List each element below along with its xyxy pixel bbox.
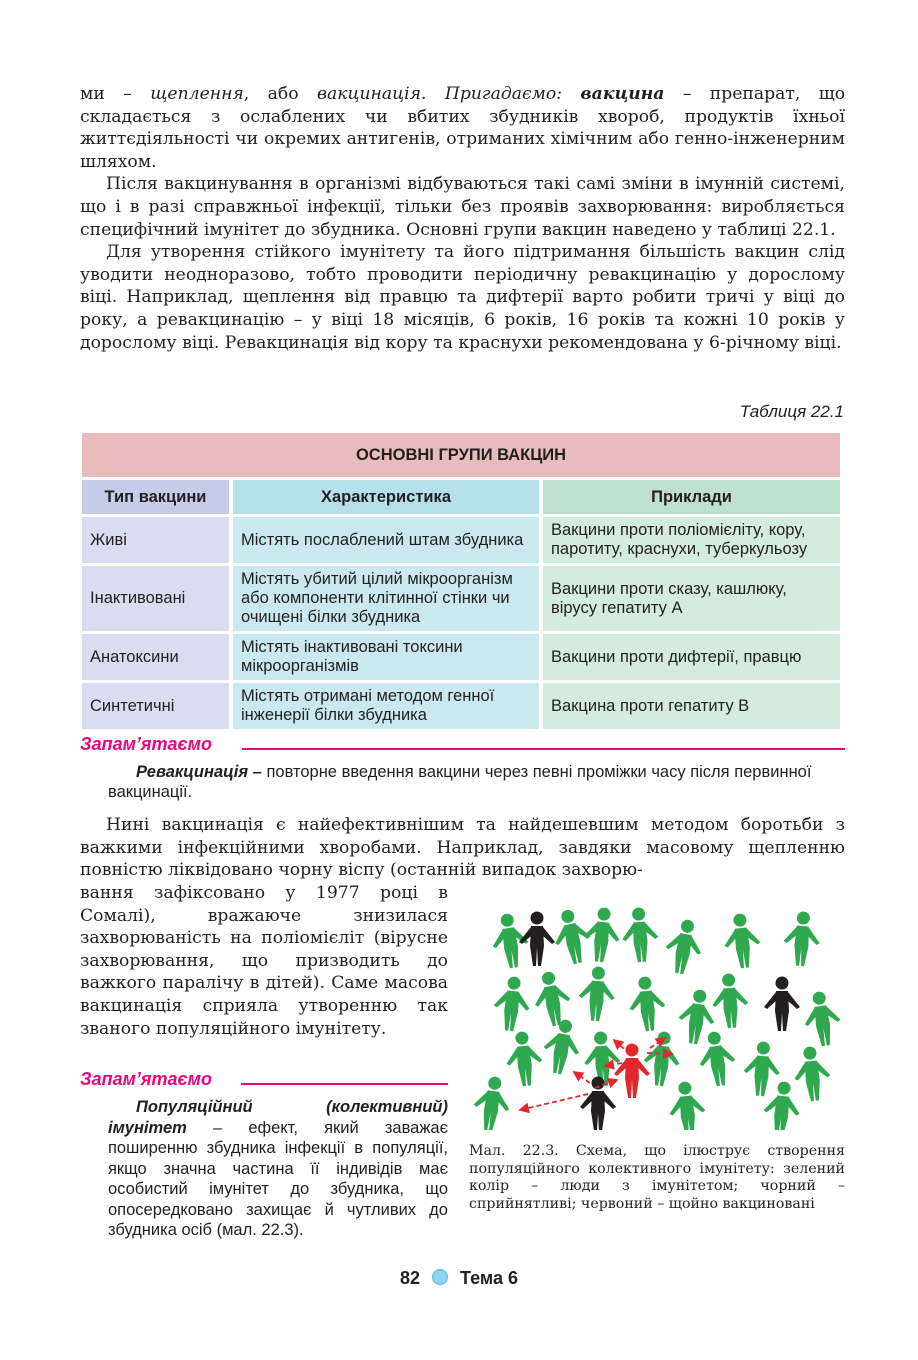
term-vaktsyna: вакцина [580,84,665,104]
recall-label: Пригадаємо: [444,84,562,104]
paragraph-after-vaccination: Після вакцинування в організмі відбуваються такі самі зміни в імунній системі, що і в разі справжньої інфекції, тільки без проявів захворювання: виробляється специфічний імунітет до збудника. Основні групи вакцин наведено у таблиці 22.1. [80,174,845,240]
cell-characteristic: Містять послаблений штам збудника [233,517,543,563]
vaccine-groups-table [82,430,840,732]
person-immune-icon [661,917,706,977]
person-immune-icon [782,910,822,967]
page-footer [0,1268,918,1289]
person-immune-icon [710,972,750,1029]
body-text-top [80,83,845,354]
cell-examples: Вакцина проти гепатиту В [543,683,840,729]
person-immune-icon [530,969,575,1029]
definition-revaccination: Ревакцинація – повторне введення вакцини через певні проміжки часу після первинної вакцинації. [108,763,812,801]
header-examples: Приклади [543,480,840,514]
person-immune-icon [620,906,660,963]
cell-examples: Вакцини проти поліомієліту, кору, паротиту, краснухи, туберкульозу [543,517,840,563]
body-text-bottom [80,814,845,882]
cell-examples: Вакцини проти сказу, кашлюку, вірусу гепатиту А [543,566,840,631]
table-title: ОСНОВНІ ГРУПИ ВАКЦИН [82,433,840,477]
term-revaccination: Ревакцинація – [136,763,262,781]
paragraph-vaccination: ми – щеплення, або вакцинація. Пригадаємо: вакцина – препарат, що складається з ослаблених чи вбитих збудників хвороб, продуктів їхньої життєдіяльності чи окремих антигенів, отриманих хімічним або генно-інженерним шляхом. [80,84,846,172]
definition-herd-immunity: Популяційний (колективний) імунітет – ефект, який заважає поширенню збудника інфекції в популяції, якщо значна частина її індивідів має особистий імунітет до збудника, що опосередковано захищає й чутливих до збудника осіб (мал. 22.3). [108,1098,448,1239]
person-immune-icon [791,1045,832,1103]
cell-characteristic: Містять інактивовані токсини мікроорганізмів [233,634,543,680]
arrow [520,1094,588,1110]
term-shcheplennia: щеплення [150,84,244,104]
arrow [574,1072,590,1083]
table-header-row [82,480,840,514]
person-immune-icon [539,1017,584,1077]
person-immune-icon [761,1080,802,1130]
header-characteristic: Характеристика [233,480,543,514]
paragraph-eradication: Нині вакцинація є найефективнішим та найдешевшим методом боротьби з важкими інфекційними хворобами. Наприклад, завдяки масовому щепленню повністю ліквідовано чорну віспу (останній випадок захворю- [80,815,845,881]
bullet-icon [432,1269,448,1285]
figure-caption: Мал. 22.3. Схема, що ілюструє створення популяційного колективного імунітету: зелений колір – люди з імунітетом; чорний – сприйнятливі; червоний – щойно вакциновані [469,1143,845,1212]
table-row [82,517,840,563]
cell-characteristic: Містять отримані методом генної інженерії білки збудника [233,683,543,729]
page-number: 82 [399,1268,421,1288]
table-row [82,566,840,631]
table-caption: Таблиця 22.1 [739,402,844,421]
person-immune-icon [742,1040,782,1097]
person-immune-icon [626,975,667,1033]
body-text-bottom-left [80,882,448,1040]
remember-divider [241,1083,448,1085]
header-type: Тип вакцини [82,480,233,514]
remember-heading: Запам’ятаємо [80,734,212,754]
paragraph-eradication-cont: вання зафіксовано у 1977 році в Сомалі), вражаюче знизилася захворюваність на поліомієліт (вірусне захворювання, що призводить до важкого паралічу в дітей). Саме масова вакцинація сприяла утворенню так званого популяційного імунітету. [80,883,448,1039]
cell-examples: Вакцини проти дифтерії, правцю [543,634,840,680]
person-immune-icon [577,965,617,1022]
herd-immunity-figure [462,898,850,1130]
person-immune-icon [491,975,532,1033]
paragraph-revaccination: Для утворення стійкого імунітету та його підтримання більшість вакцин слід уводити неодноразово, тобто проводити періодичну ревакцинацію у дорослому віці. Наприклад, щеплення від правцю та дифтерії варто робити тричі у віці до року, а ревакцинацію – у віці 18 місяців, 6 років, 16 років та кожні 10 років у дорослому віці. Ревакцинація від кору та краснухи рекомендована у 6-річному віці. [80,242,845,353]
person-immune-icon [641,1030,682,1088]
person-vaccinated-icon [614,1044,650,1099]
remember-heading: Запам’ятаємо [80,1069,212,1089]
person-immune-icon [695,1029,738,1088]
table-row [82,634,840,680]
topic-label: Тема 6 [460,1268,518,1288]
cell-type: Анатоксини [82,634,233,680]
table-title-row [82,433,840,477]
term-vaktsynatsiia: вакцинація. [316,84,427,104]
person-immune-icon [721,912,762,970]
people-layer [470,906,843,1130]
person-immune-icon [581,906,622,964]
cell-type: Синтетичні [82,683,233,729]
cell-type: Живі [82,517,233,563]
person-immune-icon [470,1074,513,1130]
cell-type: Інактивовані [82,566,233,631]
term-herd-immunity: Популяційний (колективний) імунітет [108,1098,448,1137]
person-susceptible-icon [764,977,800,1032]
person-susceptible-icon [519,912,555,967]
person-immune-icon [666,1080,707,1130]
person-susceptible-icon [580,1077,616,1131]
cell-characteristic: Містять убитий цілий мікроорганізм або компоненти клітинної стінки чи очищені білки збудника [233,566,543,631]
person-immune-icon [800,989,843,1048]
table-row [82,683,840,729]
remember-divider [242,748,845,750]
person-immune-icon [503,1030,544,1088]
